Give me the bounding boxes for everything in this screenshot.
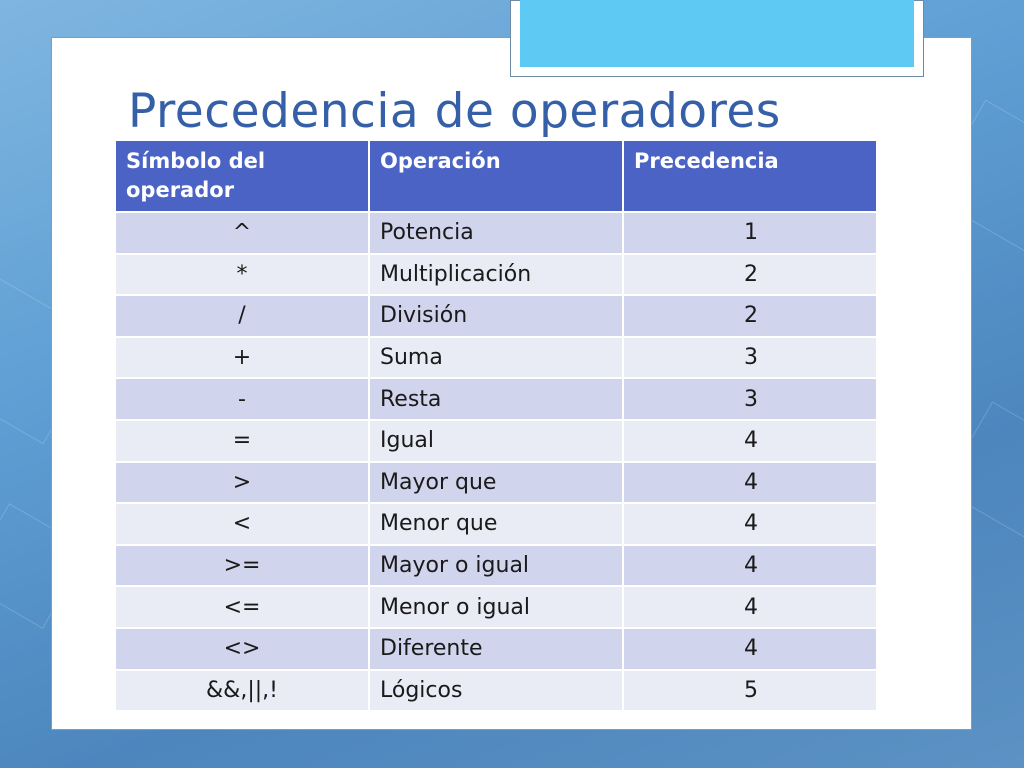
table-row: [116, 212, 876, 254]
precedence-cell: 4: [623, 586, 876, 628]
table-row: [116, 420, 876, 462]
table-row: [116, 545, 876, 587]
symbol-cell: ^: [116, 212, 369, 254]
symbol-cell: >=: [116, 545, 369, 587]
precedence-cell: 2: [623, 295, 876, 337]
header-precedence: Precedencia: [623, 141, 876, 212]
table-row: [116, 378, 876, 420]
operator-precedence-table: [116, 141, 876, 712]
precedence-cell: 4: [623, 545, 876, 587]
symbol-cell: /: [116, 295, 369, 337]
table-header-row: [116, 141, 876, 212]
slide-title: Precedencia de operadores: [128, 84, 781, 139]
header-operation: Operación: [369, 141, 623, 212]
operation-cell: Multiplicación: [369, 254, 623, 296]
operation-cell: Mayor o igual: [369, 545, 623, 587]
operation-cell: Resta: [369, 378, 623, 420]
symbol-cell: *: [116, 254, 369, 296]
precedence-cell: 5: [623, 670, 876, 712]
operation-cell: Diferente: [369, 628, 623, 670]
header-symbol: Símbolo del operador: [116, 141, 369, 212]
symbol-cell: =: [116, 420, 369, 462]
table-row: [116, 503, 876, 545]
precedence-cell: 1: [623, 212, 876, 254]
operation-cell: Menor o igual: [369, 586, 623, 628]
symbol-cell: >: [116, 462, 369, 504]
symbol-cell: &&,||,!: [116, 670, 369, 712]
precedence-cell: 3: [623, 337, 876, 379]
table-row: [116, 462, 876, 504]
symbol-cell: <>: [116, 628, 369, 670]
symbol-cell: +: [116, 337, 369, 379]
operation-cell: Suma: [369, 337, 623, 379]
operation-cell: Lógicos: [369, 670, 623, 712]
table-row: [116, 254, 876, 296]
symbol-cell: -: [116, 378, 369, 420]
table-row: [116, 337, 876, 379]
accent-block: [520, 0, 914, 67]
precedence-cell: 4: [623, 420, 876, 462]
table-row: [116, 295, 876, 337]
operation-cell: Potencia: [369, 212, 623, 254]
precedence-cell: 4: [623, 628, 876, 670]
operation-cell: División: [369, 295, 623, 337]
precedence-cell: 4: [623, 503, 876, 545]
precedence-cell: 3: [623, 378, 876, 420]
precedence-cell: 2: [623, 254, 876, 296]
table-row: [116, 628, 876, 670]
table-row: [116, 670, 876, 712]
operation-cell: Menor que: [369, 503, 623, 545]
symbol-cell: <: [116, 503, 369, 545]
operation-cell: Igual: [369, 420, 623, 462]
precedence-cell: 4: [623, 462, 876, 504]
operation-cell: Mayor que: [369, 462, 623, 504]
symbol-cell: <=: [116, 586, 369, 628]
table-row: [116, 586, 876, 628]
